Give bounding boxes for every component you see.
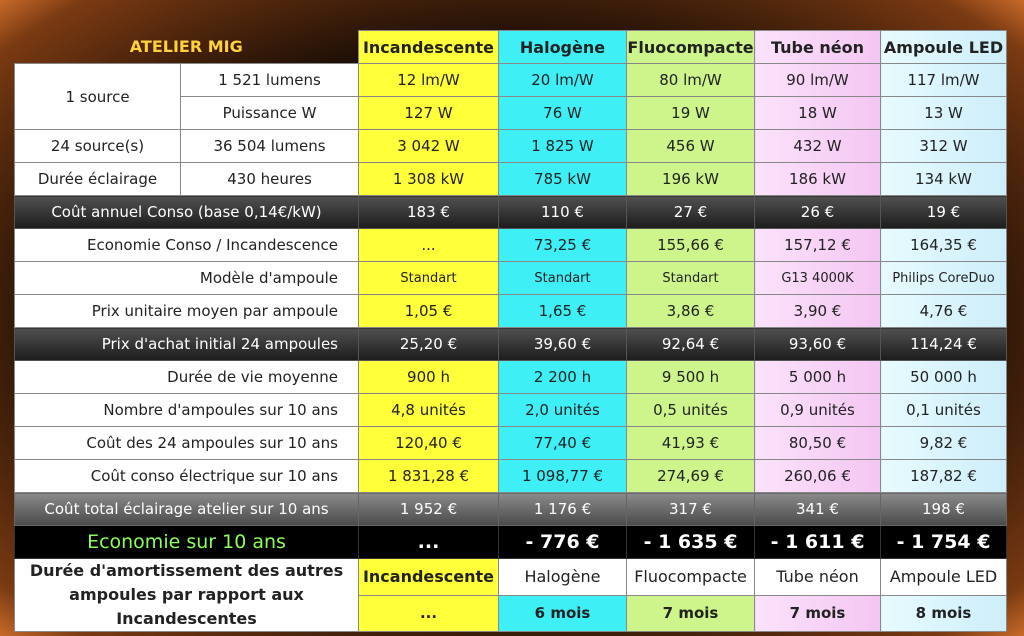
row-sublabel: 430 heures <box>181 163 359 196</box>
row-label: Coût total éclairage atelier sur 10 ans <box>15 493 359 526</box>
cell-led: 312 W <box>881 130 1007 163</box>
cell-halogene: 2 200 h <box>499 361 627 394</box>
cell-incandescente: ... <box>359 595 499 632</box>
cell-halogene: 77,40 € <box>499 427 627 460</box>
cell-tube-neon: 432 W <box>755 130 881 163</box>
header-incandescente: Incandescente <box>359 31 499 64</box>
row-sublabel: Puissance W <box>181 97 359 130</box>
page-title: ATELIER MIG <box>129 37 243 57</box>
summary-row <box>15 196 1007 229</box>
table-row <box>15 130 1007 163</box>
cell-incandescente: ... <box>359 229 499 262</box>
cell-fluocompacte: 274,69 € <box>627 460 755 493</box>
table-row <box>15 427 1007 460</box>
cell-incandescente: 1 831,28 € <box>359 460 499 493</box>
cell-halogene: 1,65 € <box>499 295 627 328</box>
header-halogene: Halogène <box>499 559 627 596</box>
cell-led: 0,1 unités <box>881 394 1007 427</box>
cell-incandescente: Standart <box>359 262 499 295</box>
row-label: Prix d'achat initial 24 ampoules <box>15 328 359 361</box>
cell-incandescente: 1,05 € <box>359 295 499 328</box>
cell-incandescente: 25,20 € <box>359 328 499 361</box>
header-tube-neon: Tube néon <box>755 559 881 596</box>
savings-row <box>15 526 1007 559</box>
cell-fluocompacte: 9 500 h <box>627 361 755 394</box>
cell-led: 164,35 € <box>881 229 1007 262</box>
header-incandescente: Incandescente <box>359 559 499 596</box>
cell-halogene: 73,25 € <box>499 229 627 262</box>
cell-fluocompacte: 0,5 unités <box>627 394 755 427</box>
cell-led: 19 € <box>881 196 1007 229</box>
summary-row <box>15 328 1007 361</box>
header-halogene: Halogène <box>499 31 627 64</box>
cell-led: 134 kW <box>881 163 1007 196</box>
cell-halogene: 1 176 € <box>499 493 627 526</box>
row-sublabel: 1 521 lumens <box>181 64 359 97</box>
row-label: Modèle d'ampoule <box>15 262 359 295</box>
table-row <box>15 262 1007 295</box>
cell-halogene: 39,60 € <box>499 328 627 361</box>
cell-led: 187,82 € <box>881 460 1007 493</box>
table-row <box>15 163 1007 196</box>
cell-tube-neon: 0,9 unités <box>755 394 881 427</box>
cell-led: - 1 754 € <box>881 526 1007 559</box>
header-tube-neon: Tube néon <box>755 31 881 64</box>
cell-halogene: 785 kW <box>499 163 627 196</box>
cell-incandescente: 127 W <box>359 97 499 130</box>
cell-tube-neon: 3,90 € <box>755 295 881 328</box>
cell-fluocompacte: 3,86 € <box>627 295 755 328</box>
cell-incandescente: 183 € <box>359 196 499 229</box>
header-fluocompacte: Fluocompacte <box>627 559 755 596</box>
cell-fluocompacte: 196 kW <box>627 163 755 196</box>
cell-led: 114,24 € <box>881 328 1007 361</box>
table-row <box>15 229 1007 262</box>
row-label: Coût conso électrique sur 10 ans <box>15 460 359 493</box>
cell-incandescente: 4,8 unités <box>359 394 499 427</box>
cell-halogene: - 776 € <box>499 526 627 559</box>
cell-fluocompacte: 27 € <box>627 196 755 229</box>
table-row <box>15 460 1007 493</box>
table-row <box>15 361 1007 394</box>
cell-tube-neon: G13 4000K <box>755 262 881 295</box>
row-sublabel: 36 504 lumens <box>181 130 359 163</box>
cell-fluocompacte: - 1 635 € <box>627 526 755 559</box>
cell-led: Philips CoreDuo <box>881 262 1007 295</box>
comparison-table <box>14 30 1007 632</box>
cell-halogene: 1 825 W <box>499 130 627 163</box>
cell-tube-neon: 93,60 € <box>755 328 881 361</box>
cell-halogene: 110 € <box>499 196 627 229</box>
row-label: Economie sur 10 ans <box>15 526 359 559</box>
cell-halogene: 76 W <box>499 97 627 130</box>
cell-led: 9,82 € <box>881 427 1007 460</box>
header-row <box>15 31 1007 64</box>
cell-halogene: 2,0 unités <box>499 394 627 427</box>
header-fluocompacte: Fluocompacte <box>627 31 755 64</box>
cell-tube-neon: 341 € <box>755 493 881 526</box>
cell-fluocompacte: 92,64 € <box>627 328 755 361</box>
amortization-label: Durée d'amortissement des autres ampoules par rapport aux Incandescentes <box>15 559 359 632</box>
cell-fluocompacte: 80 lm/W <box>627 64 755 97</box>
cell-halogene: Standart <box>499 262 627 295</box>
cell-led: 50 000 h <box>881 361 1007 394</box>
row-label: Durée éclairage <box>15 163 181 196</box>
cell-fluocompacte: 456 W <box>627 130 755 163</box>
cell-tube-neon: - 1 611 € <box>755 526 881 559</box>
cell-tube-neon: 186 kW <box>755 163 881 196</box>
cell-led: 8 mois <box>881 595 1007 632</box>
cell-led: 198 € <box>881 493 1007 526</box>
cell-incandescente: 120,40 € <box>359 427 499 460</box>
cell-tube-neon: 18 W <box>755 97 881 130</box>
cell-incandescente: 1 308 kW <box>359 163 499 196</box>
table-row <box>15 295 1007 328</box>
cell-fluocompacte: 317 € <box>627 493 755 526</box>
cell-incandescente: 1 952 € <box>359 493 499 526</box>
cell-incandescente: 12 lm/W <box>359 64 499 97</box>
cell-tube-neon: 260,06 € <box>755 460 881 493</box>
cell-tube-neon: 157,12 € <box>755 229 881 262</box>
table-row <box>15 64 1007 97</box>
row-label: Coût annuel Conso (base 0,14€/kW) <box>15 196 359 229</box>
header-led: Ampoule LED <box>881 559 1007 596</box>
cell-incandescente: 3 042 W <box>359 130 499 163</box>
row-label: 24 source(s) <box>15 130 181 163</box>
row-label: Prix unitaire moyen par ampoule <box>15 295 359 328</box>
cell-halogene: 6 mois <box>499 595 627 632</box>
cell-fluocompacte: 155,66 € <box>627 229 755 262</box>
cell-tube-neon: 7 mois <box>755 595 881 632</box>
cell-tube-neon: 26 € <box>755 196 881 229</box>
cell-fluocompacte: 19 W <box>627 97 755 130</box>
cell-fluocompacte: 41,93 € <box>627 427 755 460</box>
row-label: Coût des 24 ampoules sur 10 ans <box>15 427 359 460</box>
row-label: Durée de vie moyenne <box>15 361 359 394</box>
cell-halogene: 1 098,77 € <box>499 460 627 493</box>
cell-tube-neon: 90 lm/W <box>755 64 881 97</box>
cell-halogene: 20 lm/W <box>499 64 627 97</box>
header-led: Ampoule LED <box>881 31 1007 64</box>
amortization-header-row <box>15 559 1007 596</box>
cell-fluocompacte: Standart <box>627 262 755 295</box>
cell-led: 4,76 € <box>881 295 1007 328</box>
cell-led: 13 W <box>881 97 1007 130</box>
row-label: Economie Conso / Incandescence <box>15 229 359 262</box>
summary-row <box>15 493 1007 526</box>
row-label: 1 source <box>15 64 181 130</box>
cell-incandescente: 900 h <box>359 361 499 394</box>
cell-led: 117 lm/W <box>881 64 1007 97</box>
cell-tube-neon: 5 000 h <box>755 361 881 394</box>
cell-fluocompacte: 7 mois <box>627 595 755 632</box>
cell-incandescente: ... <box>359 526 499 559</box>
cell-tube-neon: 80,50 € <box>755 427 881 460</box>
table-row <box>15 394 1007 427</box>
row-label: Nombre d'ampoules sur 10 ans <box>15 394 359 427</box>
